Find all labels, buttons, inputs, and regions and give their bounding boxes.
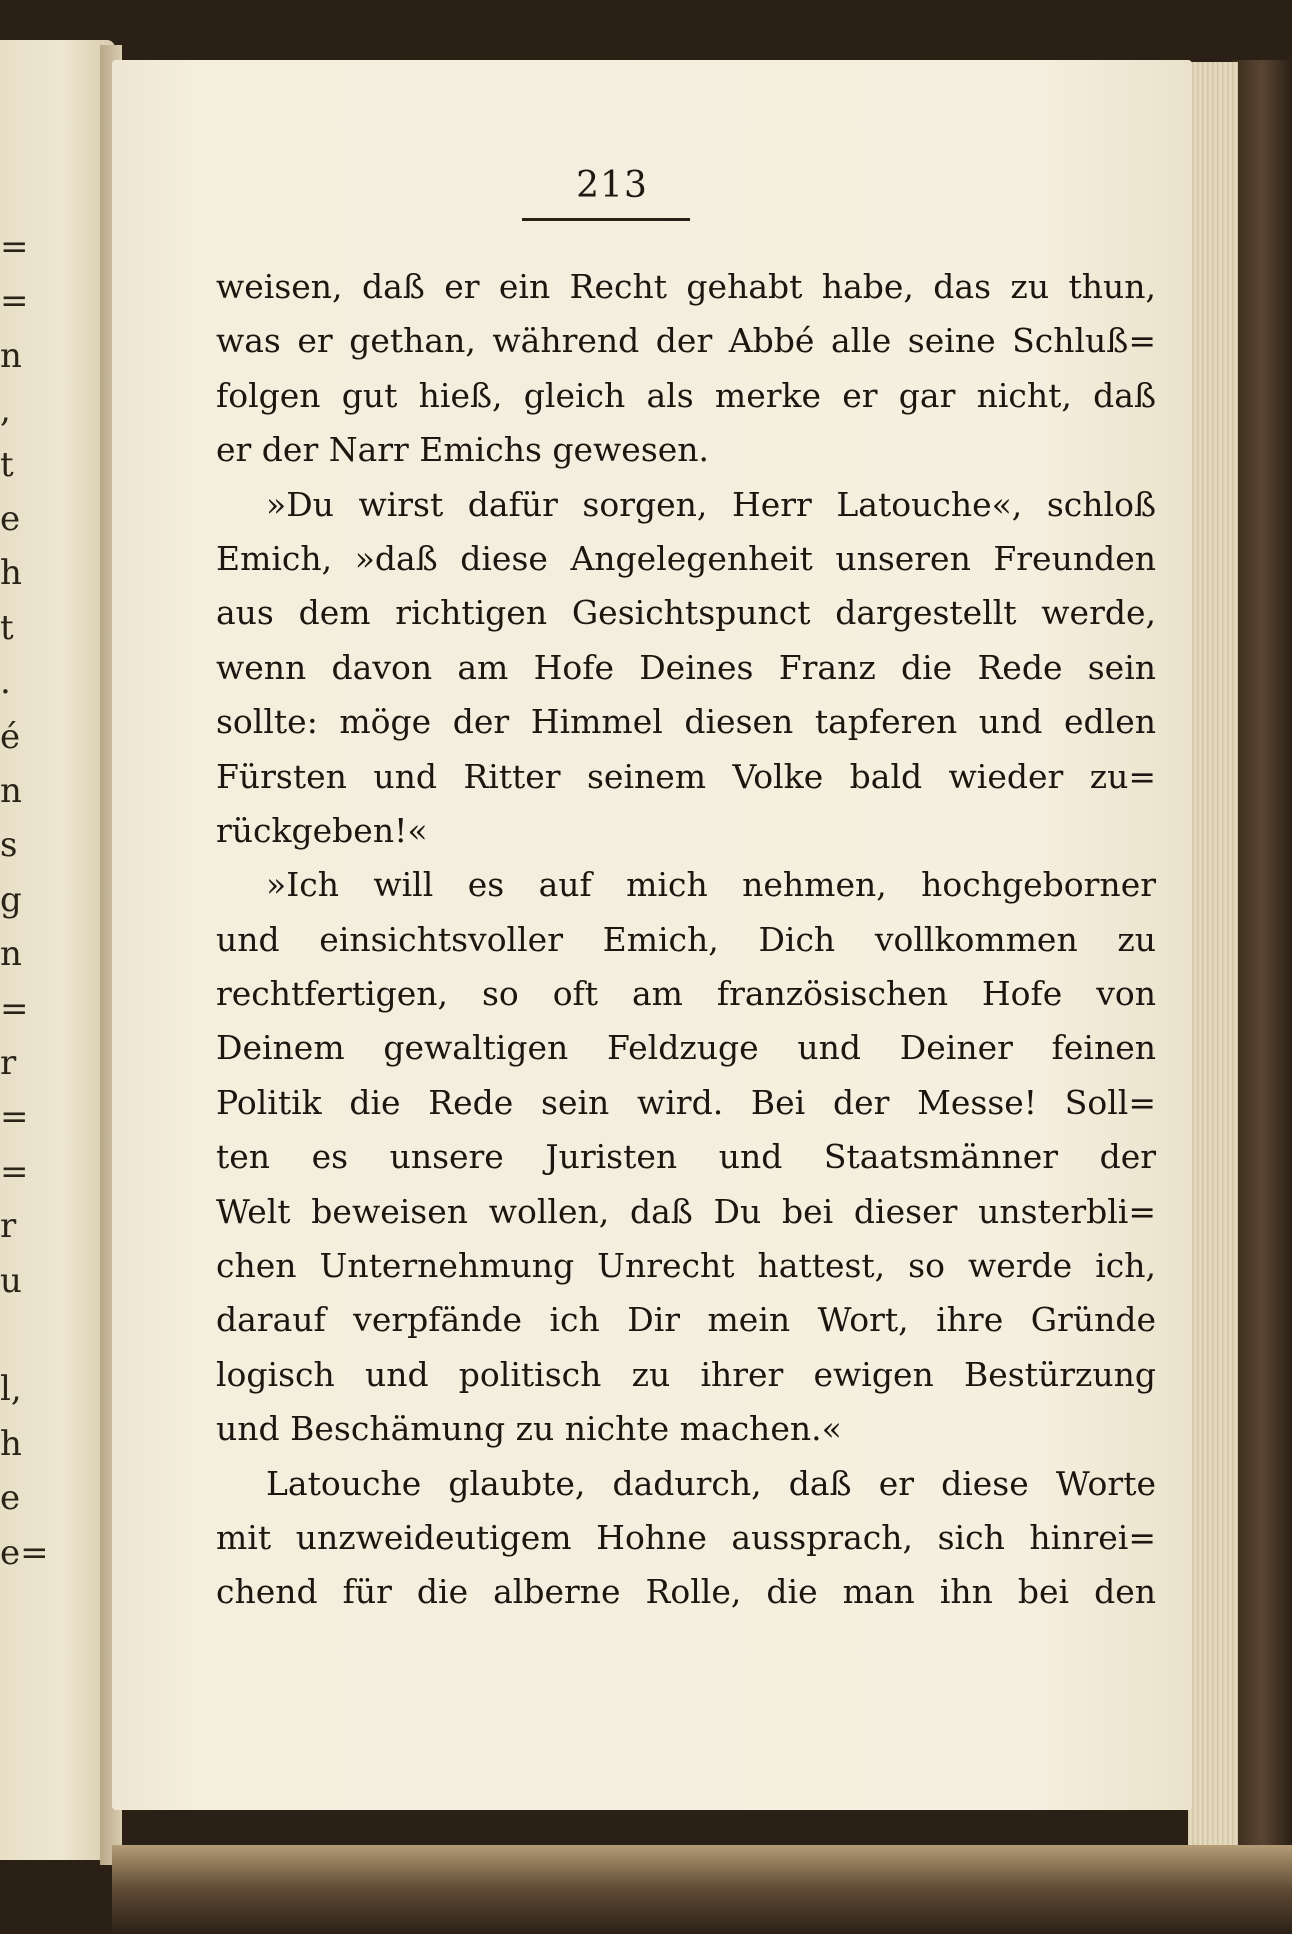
text-line: Welt beweisen wollen, daß Du bei dieser unsterbli= [216, 1191, 1156, 1231]
text-line: rückgeben!« [216, 810, 428, 850]
text-line: chend für die alberne Rolle, die man ihn bei den [216, 1572, 1156, 1612]
left-margin-fragment: , [0, 390, 11, 431]
text-line: darauf verpfände ich Dir mein Wort, ihre Gründe [216, 1300, 1156, 1340]
text-line: und einsichtsvoller Emich, Dich vollkommen zu [216, 919, 1156, 959]
text-line: Fürsten und Ritter seinem Volke bald wieder zu= [216, 756, 1156, 796]
left-margin-fragment: h [0, 553, 22, 594]
left-margin-fragment: = [0, 227, 29, 267]
left-page [0, 40, 115, 1860]
text-line: Deinem gewaltigen Feldzuge und Deiner feinen [216, 1028, 1156, 1068]
text-line: weisen, daß er ein Recht gehabt habe, das zu thun, [216, 267, 1156, 306]
right-page [112, 60, 1192, 1810]
left-margin-fragment: t [0, 444, 14, 485]
text-line: Emich, »daß diese Angelegenheit unseren Freunden [216, 538, 1156, 578]
left-margin-fragment: = [0, 988, 29, 1029]
left-margin-fragment: = [0, 1151, 29, 1192]
left-margin-fragment: = [0, 1097, 29, 1138]
text-line: mit unzweideutigem Hohne aussprach, sich hinrei= [216, 1517, 1156, 1557]
page-edges [1188, 62, 1238, 1882]
page-number: 213 [576, 165, 648, 206]
body-text [216, 260, 1156, 1620]
text-line: folgen gut hieß, gleich als merke er gar nicht, daß [216, 375, 1156, 415]
text-line: »Ich will es auf mich nehmen, hochgeborner [266, 865, 1156, 905]
left-margin-fragment: n [0, 771, 22, 811]
left-margin-fragment: n [0, 335, 22, 376]
left-margin-fragment: e [0, 499, 21, 539]
left-margin-fragment: = [0, 281, 29, 322]
text-line: und Beschämung zu nichte machen.« [216, 1409, 842, 1449]
text-line: Latouche glaubte, dadurch, daß er diese Worte [266, 1463, 1156, 1503]
text-line: logisch und politisch zu ihrer ewigen Bestürzung [216, 1354, 1156, 1394]
left-margin-fragment: e [0, 1478, 21, 1519]
text-line: was er gethan, während der Abbé alle seine Schluß= [216, 321, 1156, 361]
left-margin-fragment: e= [0, 1532, 49, 1573]
left-margin-fragment: h [0, 1423, 22, 1464]
left-margin-fragment: t [0, 607, 14, 648]
text-line: rechtfertigen, so oft am französischen Hofe von [216, 974, 1156, 1014]
text-line: wenn davon am Hofe Deines Franz die Rede sein [216, 647, 1156, 687]
text-line: ten es unsere Juristen und Staatsmänner der [216, 1137, 1156, 1177]
text-line: Politik die Rede sein wird. Bei der Messe! Soll= [216, 1082, 1156, 1122]
left-margin-fragment: r [0, 1043, 17, 1083]
left-margin-fragment: . [0, 662, 11, 703]
text-line: »Du wirst dafür sorgen, Herr Latouche«, schloß [266, 484, 1156, 524]
text-line: er der Narr Emichs gewesen. [216, 430, 710, 470]
left-margin-fragment: r [0, 1206, 17, 1247]
text-line: sollte: möge der Himmel diesen tapferen und edlen [216, 702, 1156, 742]
left-margin-fragment: n [0, 934, 22, 975]
left-margin-fragment: é [0, 716, 21, 757]
book-cover-right [1232, 60, 1292, 1934]
left-page-text-fragments [0, 40, 115, 1860]
left-margin-fragment: l, [0, 1369, 22, 1410]
left-margin-fragment: u [0, 1260, 22, 1301]
header-rule [522, 218, 690, 221]
left-margin-fragment: s [0, 825, 18, 866]
text-line: chen Unternehmung Unrecht hattest, so werde ich, [216, 1246, 1156, 1286]
book-cover-bottom [112, 1845, 1292, 1934]
text-line: aus dem richtigen Gesichtspunct dargestellt werde, [216, 593, 1156, 633]
left-margin-fragment: g [0, 879, 22, 920]
